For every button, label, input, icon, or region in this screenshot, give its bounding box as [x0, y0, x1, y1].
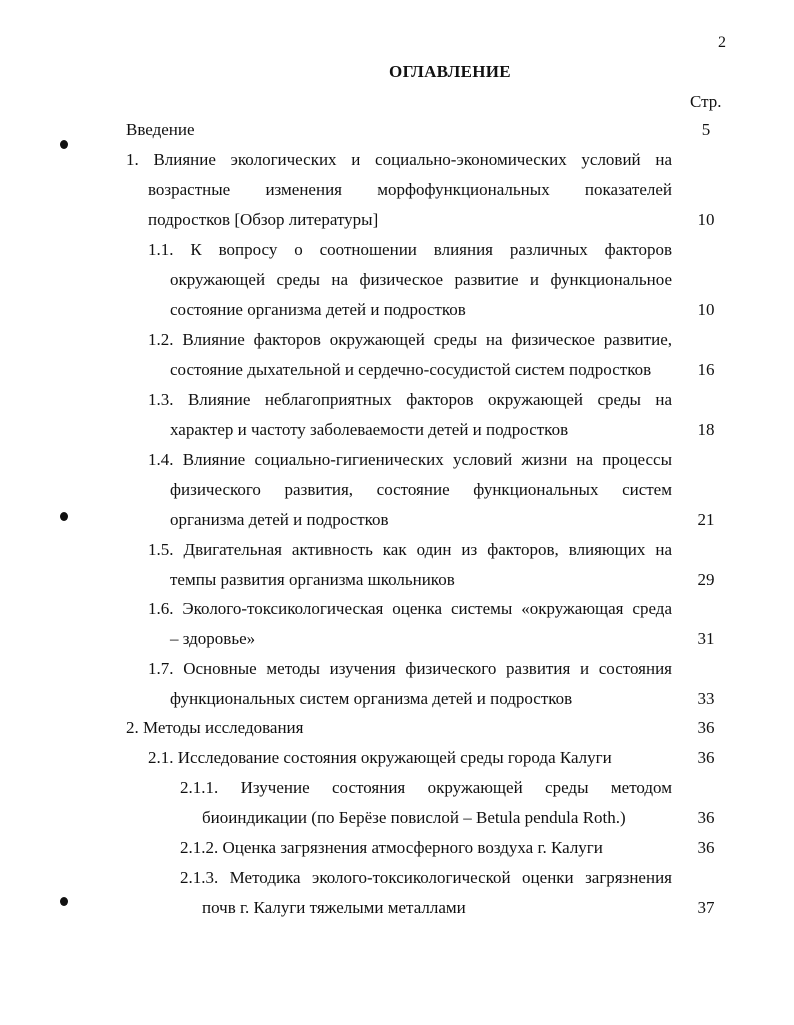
toc-page-ref: 10	[697, 210, 715, 229]
scan-hole-mark	[60, 512, 68, 521]
toc-entry-line: 1.3. Влияние неблагоприятных факторов окружающей среды на	[148, 390, 672, 409]
toc-entry-line: 1.6. Эколого-токсикологическая оценка системы «окружающая среда	[148, 599, 672, 618]
toc-entry-line: 1.1. К вопросу о соотношении влияния различных факторов	[148, 240, 672, 259]
toc-page-ref: 18	[697, 420, 715, 439]
toc-entry-line: темпы развития организма школьников	[170, 570, 455, 589]
toc-entry-line: состояние дыхательной и сердечно-сосудистой систем подростков	[170, 360, 652, 379]
pages-column-header: Стр.	[690, 92, 722, 111]
toc-page-ref: 36	[697, 748, 715, 767]
scan-hole-mark	[60, 140, 68, 149]
toc-entry-line: 2.1.3. Методика эколого-токсикологической оценки загрязнения	[180, 868, 672, 887]
toc-entry-line: 2. Методы исследования	[126, 718, 304, 737]
toc-entry-line: почв г. Калуги тяжелыми металлами	[202, 898, 466, 917]
toc-entry-line: Введение	[126, 120, 195, 139]
toc-entry-line: функциональных систем организма детей и подростков	[170, 689, 573, 708]
toc-page-ref: 16	[697, 360, 715, 379]
toc-page-ref: 36	[697, 838, 715, 857]
toc-page-ref: 37	[697, 898, 715, 917]
toc-page-ref: 5	[701, 120, 711, 139]
toc-entry-line: 2.1. Исследование состояния окружающей среды города Калуги	[148, 748, 612, 767]
toc-entry-line: подростков [Обзор литературы]	[148, 210, 379, 229]
toc-page-ref: 33	[697, 689, 715, 708]
toc-entry-line: 2.1.1. Изучение состояния окружающей среды методом	[180, 778, 672, 797]
page-number: 2	[718, 34, 726, 51]
toc-entry-line: возрастные изменения морфофункциональных показателей	[148, 180, 672, 199]
toc-entry-line: 2.1.2. Оценка загрязнения атмосферного воздуха г. Калуги	[180, 838, 603, 857]
toc-page-ref: 10	[697, 300, 715, 319]
toc-entry-line: 1.4. Влияние социально-гигиенических условий жизни на процессы	[148, 450, 672, 469]
toc-entry-line: окружающей среды на физическое развитие и функциональное	[170, 270, 672, 289]
toc-page-ref: 36	[697, 808, 715, 827]
toc-entry-line: характер и частоту заболеваемости детей и подростков	[170, 420, 569, 439]
toc-entry-line: биоиндикации (по Берёзе повислой – Betula pendula Roth.)	[202, 808, 626, 827]
toc-entry-line: организма детей и подростков	[170, 510, 389, 529]
toc-page-ref: 29	[697, 570, 715, 589]
toc-page-ref: 36	[697, 718, 715, 737]
toc-entry-line: 1. Влияние экологических и социально-экономических условий на	[126, 150, 672, 169]
toc-entry-line: – здоровье»	[170, 629, 256, 648]
toc-entry-line: состояние организма детей и подростков	[170, 300, 466, 319]
toc-page-ref: 31	[697, 629, 715, 648]
toc-entry-line: 1.2. Влияние факторов окружающей среды на физическое развитие,	[148, 330, 672, 349]
toc-page-ref: 21	[697, 510, 715, 529]
scan-hole-mark	[60, 897, 68, 906]
page-title: ОГЛАВЛЕНИЕ	[389, 62, 511, 81]
toc-entry-line: 1.5. Двигательная активность как один из факторов, влияющих на	[148, 540, 672, 559]
toc-entry-line: физического развития, состояние функциональных систем	[170, 480, 672, 499]
toc-entry-line: 1.7. Основные методы изучения физического развития и состояния	[148, 659, 672, 678]
